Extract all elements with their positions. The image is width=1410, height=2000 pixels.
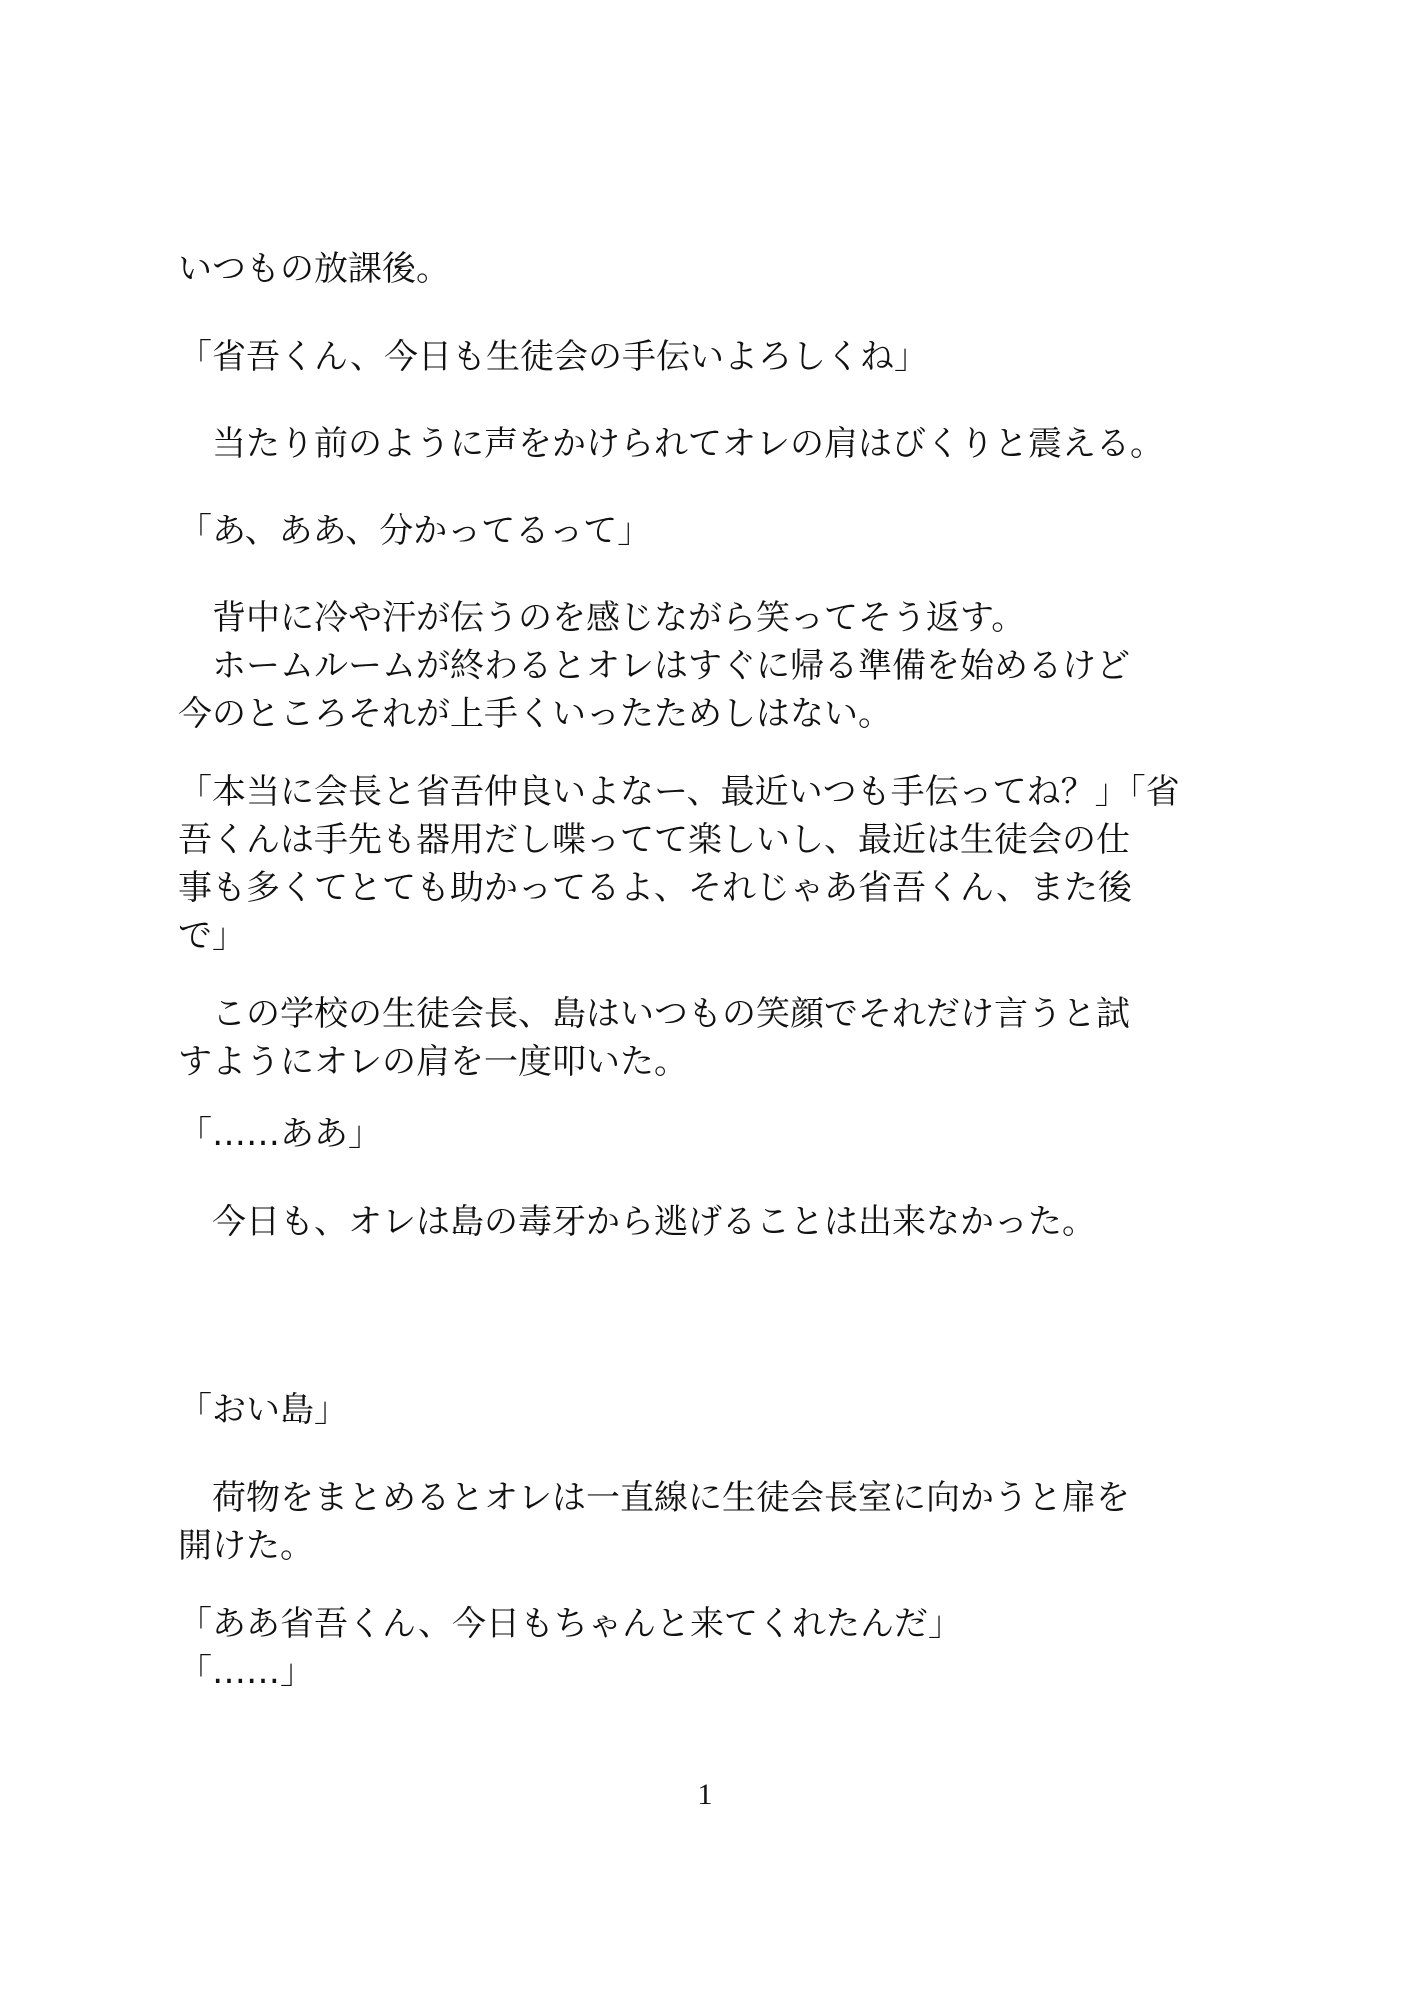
paragraph-3: 当たり前のように声をかけられてオレの肩はびくりと震える。: [178, 424, 1164, 464]
paragraph-1: いつもの放課後。: [178, 249, 450, 289]
paragraph-8: 「……ああ」: [178, 1114, 382, 1154]
paragraph-6: 「本当に会長と省吾仲良いよなー、最近いつも手伝ってね？」「省 吾くんは手先も器用だし喋ってて楽しいし、最近は生徒会の仕 事も多くてとても助かってるよ、それじゃあ省吾くん、また後 で」: [178, 772, 1180, 956]
paragraph-7: この学校の生徒会長、島はいつもの笑顔でそれだけ言うと試 すようにオレの肩を一度叩いた。: [178, 994, 1130, 1082]
paragraph-2: 「省吾くん、今日も生徒会の手伝いよろしくね」: [178, 337, 929, 377]
paragraph-9: 今日も、オレは島の毒牙から逃げることは出来なかった。: [178, 1202, 1096, 1242]
paragraph-4: 「あ、ああ、分かってるって」: [178, 511, 652, 551]
page-number: 1: [697, 1778, 713, 1811]
paragraph-11: 荷物をまとめるとオレは一直線に生徒会長室に向かうと扉を 開けた。: [178, 1478, 1130, 1566]
paragraph-12: 「ああ省吾くん、今日もちゃんと来てくれたんだ」 「……」: [178, 1604, 963, 1692]
paragraph-10: 「おい島」: [178, 1390, 348, 1430]
paragraph-5: 背中に冷や汗が伝うのを感じながら笑ってそう返す。 ホームルームが終わるとオレはすぐに帰る準備を始めるけど 今のところそれが上手くいったためしはない。: [178, 598, 1130, 734]
